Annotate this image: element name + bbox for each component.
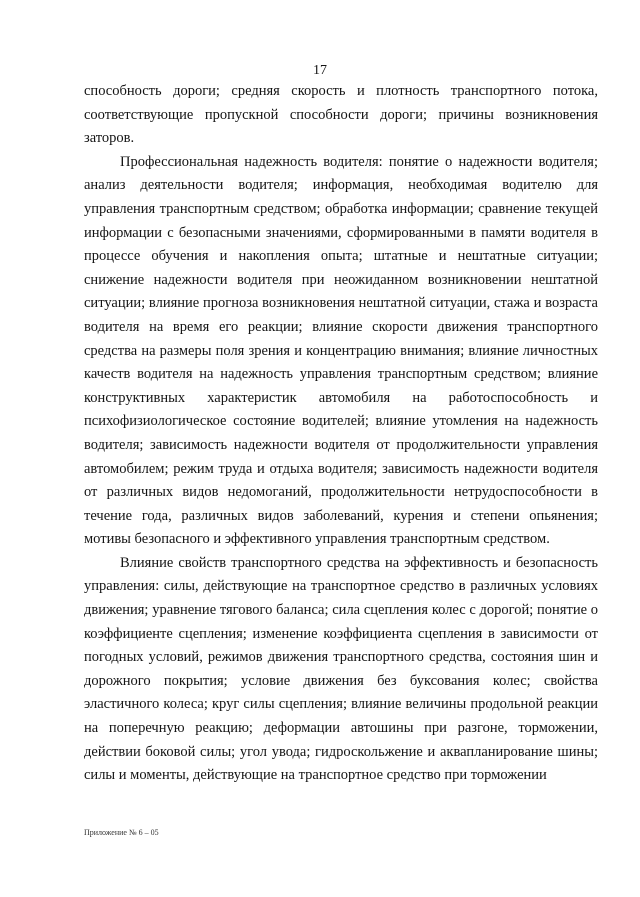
paragraph-driver-reliability: Профессиональная надежность водителя: понятие о надежности водителя; анализ деятельности водителя; информация, необходимая водителю для управления транспортным средством; обработка информации; сравнение текущей информации с безопасными значениями, сформированными в памяти водителя в процессе обучения и накопления опыта; штатные и нештатные ситуации; снижение надежности водителя при неожиданном возникновении нештатной ситуации; влияние прогноза возникновения нештатной ситуации, стажа и возраста водителя на время его реакции; влияние скорости движения транспортного средства на размеры поля зрения и концентрацию внимания; влияние личностных качеств водителя на надежность управления транспортным средством; влияние конструктивных характеристик автомобиля на работоспособность и психофизиологическое состояние водителей; влияние утомления на надежность водителя; зависимость надежности водителя от продолжительности управления автомобилем; режим труда и отдыха водителя; зависимость надежности водителя от различных видов недомоганий, продолжительности нетрудоспособности в течение года, различных видов заболеваний, курения и степени опьянения; мотивы безопасного и эффективного управления транспортным средством. bbox=[84, 153, 598, 548]
paragraph-vehicle-properties: Влияние свойств транспортного средства на эффективность и безопасность управления: силы, действующие на транспортное средство в различных условиях движения; уравнение тягового баланса; сила сцепления колес с дорогой; понятие о коэффициенте сцепления; изменение коэффициента сцепления в зависимости от погодных условий, режимов движения транспортного средства, состояния шин и дорожного покрытия; условие движения без буксования колес; свойства эластичного колеса; круг силы сцепления; влияние величины продольной реакции на поперечную реакцию; деформации автошины при разгоне, торможении, действии боковой силы; угол увода; гидроскольжение и аквапланирование шины; силы и моменты, действующие на транспортное средство при торможении bbox=[84, 554, 598, 784]
paragraph-road-capacity: способность дороги; средняя скорость и плотность транспортного потока, соответствующие пропускной способности дороги; причины возникновения заторов. bbox=[84, 83, 598, 147]
body-text bbox=[84, 80, 598, 788]
page-number: 17 bbox=[313, 63, 327, 78]
footer-appendix-label: Приложение № 6 – 05 bbox=[84, 828, 159, 837]
